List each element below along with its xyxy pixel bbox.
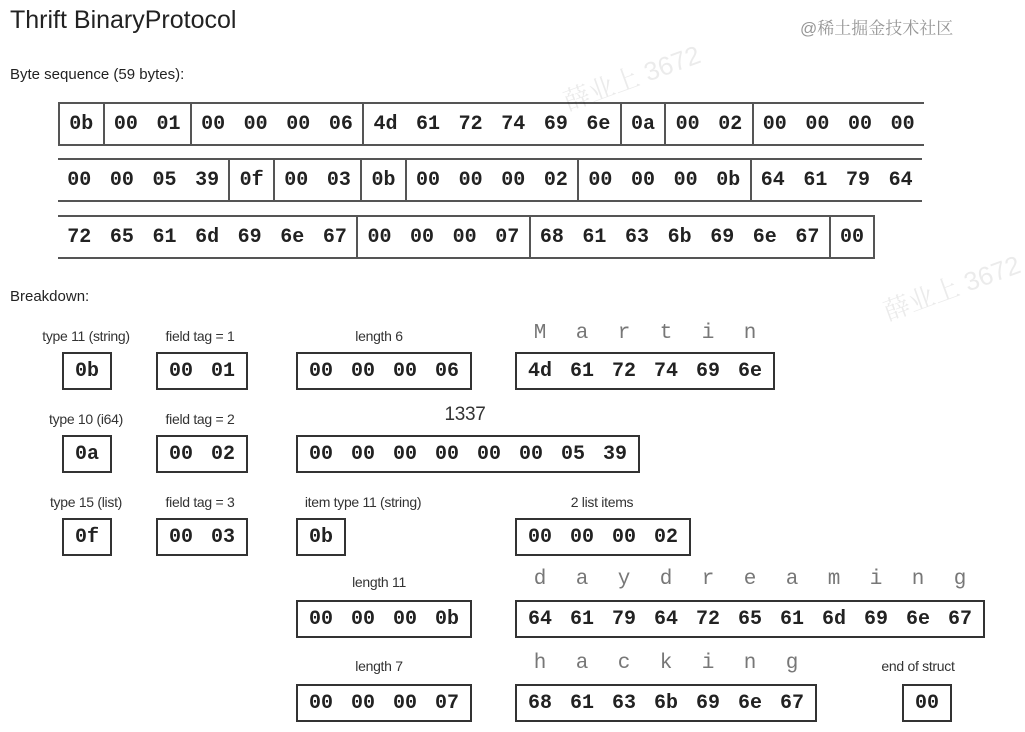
byte: 79: [611, 607, 636, 631]
byte-segment: [103, 104, 190, 144]
byte: 67: [322, 225, 347, 249]
byte-segment: [829, 217, 874, 257]
byte: 6e: [905, 607, 930, 631]
byte: 00: [518, 442, 543, 466]
field-bytes-box: [156, 352, 248, 390]
byte: 0b: [69, 112, 94, 136]
ascii-char: c: [617, 652, 631, 675]
field-bytes-box: [296, 518, 346, 556]
byte: 72: [67, 225, 92, 249]
field-bytes-box: [296, 435, 640, 473]
ascii-char: h: [533, 652, 547, 675]
byte: 6e: [737, 691, 762, 715]
byte: 00: [350, 442, 375, 466]
ascii-char: i: [869, 568, 883, 591]
byte: 0a: [74, 442, 99, 466]
ascii-char: i: [701, 322, 715, 345]
field-bytes-box: [515, 352, 775, 390]
ascii-char: n: [743, 322, 757, 345]
byte: 64: [653, 607, 678, 631]
byte: 00: [527, 525, 552, 549]
byte: 61: [569, 607, 594, 631]
byte: 69: [863, 607, 888, 631]
byte: 0b: [434, 607, 459, 631]
byte-row: [58, 215, 875, 259]
byte: 00: [675, 112, 700, 136]
byte: 61: [152, 225, 177, 249]
byte: 00: [847, 112, 872, 136]
diagram-title: Thrift BinaryProtocol: [10, 6, 237, 34]
byte: 61: [569, 359, 594, 383]
byte: 67: [947, 607, 972, 631]
ascii-char: n: [911, 568, 925, 591]
field-label: field tag = 1: [165, 328, 235, 344]
ascii-char: d: [533, 568, 547, 591]
byte: 03: [326, 168, 351, 192]
byte: 00: [434, 442, 459, 466]
ascii-char: g: [785, 652, 799, 675]
field-label: field tag = 3: [165, 494, 235, 510]
byte: 6d: [821, 607, 846, 631]
byte: 00: [350, 607, 375, 631]
byte-segment: [58, 160, 228, 200]
byte: 02: [210, 442, 235, 466]
byte: 00: [805, 112, 830, 136]
byte: 00: [308, 442, 333, 466]
byte: 63: [611, 691, 636, 715]
byte: 00: [109, 168, 134, 192]
ascii-char: e: [743, 568, 757, 591]
byte: 06: [328, 112, 353, 136]
byte-segment: [664, 104, 751, 144]
ascii-chars: [515, 322, 775, 345]
site-watermark: @稀土掘金技术社区: [800, 19, 954, 38]
byte: 6e: [586, 112, 611, 136]
ascii-char: y: [617, 568, 631, 591]
field-label: field tag = 2: [165, 411, 235, 427]
byte: 4d: [527, 359, 552, 383]
ascii-char: n: [743, 652, 757, 675]
byte: 00: [476, 442, 501, 466]
byte-segment: [190, 104, 362, 144]
byte-segment: [577, 160, 749, 200]
field-label: length 11: [352, 574, 406, 590]
field-bytes-box: [296, 684, 472, 722]
byte: 39: [602, 442, 627, 466]
byte-segment: [405, 160, 577, 200]
byte: 00: [308, 607, 333, 631]
byte-segment: [58, 104, 103, 144]
ascii-char: k: [659, 652, 673, 675]
field-label: length 7: [355, 658, 403, 674]
field-bytes-box: [296, 600, 472, 638]
byte: 00: [392, 359, 417, 383]
byte: 00: [308, 359, 333, 383]
field-label: end of struct: [881, 658, 955, 674]
byte: 4d: [373, 112, 398, 136]
byte: 00: [168, 525, 193, 549]
byte: 67: [795, 225, 820, 249]
byte: 00: [350, 691, 375, 715]
field-bytes-box: [62, 352, 112, 390]
byte: 61: [779, 607, 804, 631]
byte: 06: [434, 359, 459, 383]
byte: 00: [890, 112, 915, 136]
byte: 00: [762, 112, 787, 136]
byte-segment: [356, 217, 528, 257]
byte: 64: [760, 168, 785, 192]
ascii-chars: [515, 568, 985, 591]
byte: 0b: [74, 359, 99, 383]
ascii-char: g: [953, 568, 967, 591]
byte-row: [58, 102, 924, 146]
byte: 00: [67, 168, 92, 192]
byte: 00: [308, 691, 333, 715]
byte: 72: [611, 359, 636, 383]
byte: 72: [458, 112, 483, 136]
byte: 69: [543, 112, 568, 136]
ascii-char: m: [827, 568, 841, 591]
byte: 03: [210, 525, 235, 549]
ascii-char: a: [785, 568, 799, 591]
byte: 00: [673, 168, 698, 192]
byte: 0b: [308, 525, 333, 549]
byte: 00: [410, 225, 435, 249]
byte-segment: [752, 104, 924, 144]
byte: 00: [569, 525, 594, 549]
byte: 00: [839, 225, 864, 249]
byte-segment: [362, 104, 620, 144]
byte-segment: [750, 160, 922, 200]
byte: 00: [631, 168, 656, 192]
field-label: 1337: [444, 404, 486, 425]
byte: 39: [195, 168, 220, 192]
watermark: 薛业上 3672: [879, 249, 1025, 327]
ascii-char: a: [575, 322, 589, 345]
byte: 00: [501, 168, 526, 192]
byte: 00: [286, 112, 311, 136]
byte-segment: [228, 160, 273, 200]
byte: 65: [737, 607, 762, 631]
byte: 00: [367, 225, 392, 249]
byte: 00: [458, 168, 483, 192]
byte-segment: [58, 217, 356, 257]
byte: 6e: [280, 225, 305, 249]
byte: 00: [168, 359, 193, 383]
ascii-char: a: [575, 652, 589, 675]
byte: 69: [710, 225, 735, 249]
byte-segment: [620, 104, 665, 144]
byte: 0a: [631, 112, 656, 136]
field-label: type 15 (list): [49, 494, 123, 510]
ascii-char: i: [701, 652, 715, 675]
byte-sequence-label: Byte sequence (59 bytes):: [10, 66, 185, 83]
byte: 68: [539, 225, 564, 249]
byte: 0f: [74, 525, 99, 549]
byte-segment: [273, 160, 360, 200]
byte: 74: [653, 359, 678, 383]
byte: 0b: [371, 168, 396, 192]
field-bytes-box: [515, 684, 817, 722]
field-bytes-box: [296, 352, 472, 390]
byte: 07: [434, 691, 459, 715]
byte: 00: [392, 442, 417, 466]
byte: 0b: [716, 168, 741, 192]
byte: 74: [501, 112, 526, 136]
byte: 6e: [752, 225, 777, 249]
byte: 79: [845, 168, 870, 192]
byte: 00: [392, 607, 417, 631]
field-bytes-box: [156, 518, 248, 556]
byte-segment: [360, 160, 405, 200]
byte: 63: [625, 225, 650, 249]
byte: 07: [495, 225, 520, 249]
byte: 00: [350, 359, 375, 383]
field-bytes-box: [515, 518, 691, 556]
byte: 05: [152, 168, 177, 192]
ascii-char: r: [701, 568, 715, 591]
byte: 00: [201, 112, 226, 136]
byte: 69: [237, 225, 262, 249]
byte: 00: [284, 168, 309, 192]
field-label: type 10 (i64): [49, 411, 123, 427]
byte: 6b: [667, 225, 692, 249]
byte: 02: [653, 525, 678, 549]
byte: 00: [914, 691, 939, 715]
byte: 67: [779, 691, 804, 715]
byte: 61: [582, 225, 607, 249]
byte: 05: [560, 442, 585, 466]
byte: 00: [168, 442, 193, 466]
byte: 69: [695, 359, 720, 383]
byte: 00: [243, 112, 268, 136]
ascii-char: d: [659, 568, 673, 591]
byte: 00: [392, 691, 417, 715]
watermark: 薛业上 3672: [559, 39, 705, 117]
byte: 65: [109, 225, 134, 249]
byte: 0f: [239, 168, 264, 192]
byte: 72: [695, 607, 720, 631]
ascii-chars: [515, 652, 817, 675]
breakdown-label: Breakdown:: [10, 288, 90, 305]
ascii-char: a: [575, 568, 589, 591]
byte: 00: [416, 168, 441, 192]
field-bytes-box: [62, 518, 112, 556]
field-bytes-box: [515, 600, 985, 638]
byte: 00: [452, 225, 477, 249]
byte: 61: [569, 691, 594, 715]
byte: 00: [611, 525, 636, 549]
byte: 00: [113, 112, 138, 136]
ascii-char: r: [617, 322, 631, 345]
byte: 69: [695, 691, 720, 715]
byte: 6d: [195, 225, 220, 249]
field-bytes-box: [62, 435, 112, 473]
byte: 6e: [737, 359, 762, 383]
byte: 6b: [653, 691, 678, 715]
byte: 61: [416, 112, 441, 136]
byte: 02: [718, 112, 743, 136]
field-bytes-box: [156, 435, 248, 473]
byte: 01: [210, 359, 235, 383]
byte: 00: [588, 168, 613, 192]
byte: 01: [156, 112, 181, 136]
byte: 64: [527, 607, 552, 631]
byte: 61: [803, 168, 828, 192]
byte-row: [58, 158, 922, 202]
byte-segment: [529, 217, 829, 257]
field-bytes-box: [902, 684, 952, 722]
field-label: item type 11 (string): [304, 494, 422, 510]
field-label: type 11 (string): [42, 328, 130, 344]
ascii-char: t: [659, 322, 673, 345]
byte: 68: [527, 691, 552, 715]
byte: 02: [543, 168, 568, 192]
field-label: 2 list items: [570, 494, 634, 510]
ascii-char: M: [533, 322, 547, 345]
byte: 64: [888, 168, 913, 192]
field-label: length 6: [355, 328, 403, 344]
